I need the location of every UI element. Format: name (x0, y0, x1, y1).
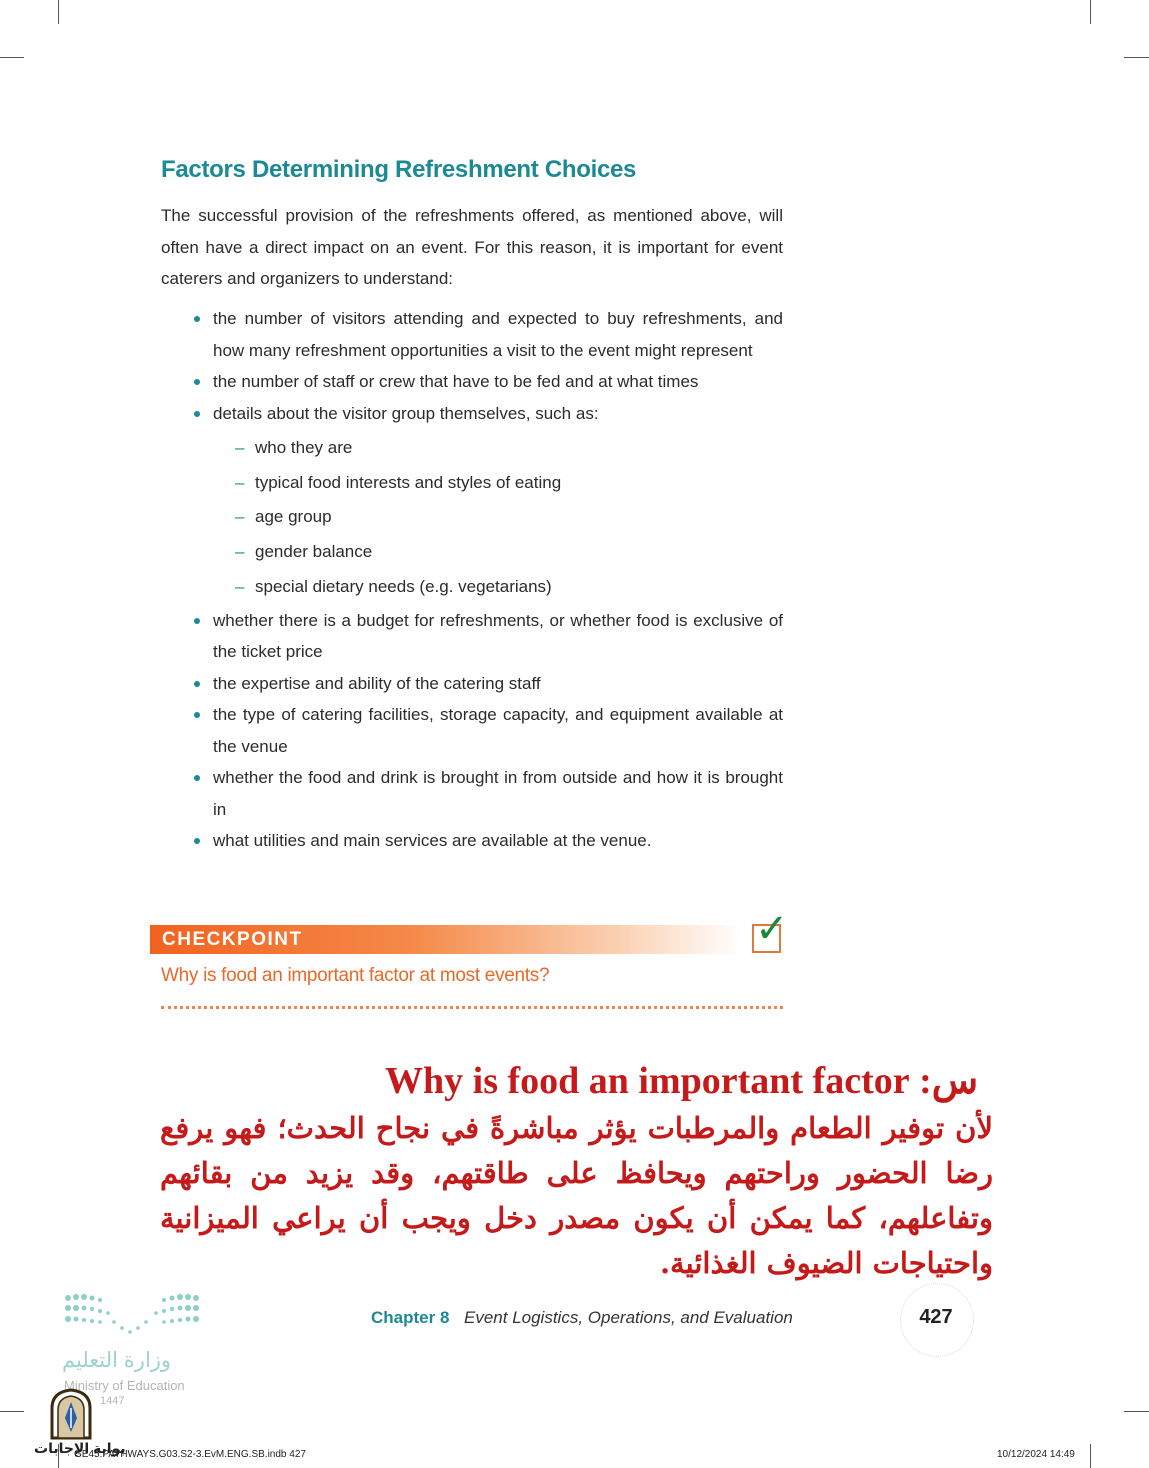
bullet-dot-icon (194, 379, 200, 385)
crop-mark (1090, 0, 1091, 24)
bullet-dot-icon (194, 838, 200, 844)
bullet-dot-icon (194, 775, 200, 781)
bullet-dot-icon (194, 411, 200, 417)
print-slug-file: GE45.PATHWAYS.G03.S2-3.EvM.ENG.SB.indb 427 (74, 1449, 306, 1460)
page-number: 427 (919, 1306, 953, 1328)
ministry-logo-icon (64, 1292, 200, 1338)
crop-mark (58, 0, 59, 24)
ministry-english-name: Ministry of Education (64, 1378, 185, 1393)
list-item: whether there is a budget for refreshments, or whether food is exclusive of the ticket price (161, 605, 783, 668)
answers-gateway-watermark: بوابة الإجابات (34, 1440, 126, 1456)
list-item: the number of visitors attending and expected to buy refreshments, and how many refreshment opportunities a visit to the event might represent (161, 303, 783, 366)
crop-mark (0, 57, 24, 58)
sub-list-item: – special dietary needs (e.g. vegetarians) (213, 570, 783, 605)
answers-gateway-logo-icon (48, 1388, 94, 1440)
ministry-arabic-name: وزارة التعليم (62, 1349, 172, 1372)
answer-line (161, 1006, 783, 1009)
sub-list-item: – who they are (213, 431, 783, 466)
answer-text: لأن توفير الطعام والمرطبات يؤثر مباشرةً في نجاح الحدث؛ فهو يرفع رضا الحضور وراحتهم ويحافظ على طاقتهم، وقد يزيد من بقائهم وتفاعلهم، كما يمكن أن يكون مصدر دخل ويجب أن يراعي الميزانية واحتياجات الضيوف الغذائية. (160, 1111, 993, 1280)
sub-list-item: – gender balance (213, 535, 783, 570)
list-item: the type of catering facilities, storage capacity, and equipment available at the venue (161, 699, 783, 762)
visitor-details-list (213, 431, 783, 605)
checkpoint-question: Why is food an important factor at most events? (161, 965, 550, 986)
dash-icon: – (235, 576, 245, 596)
list-item: whether the food and drink is brought in from outside and how it is brought in (161, 762, 783, 825)
section-heading: Factors Determining Refreshment Choices (161, 156, 637, 183)
list-item: what utilities and main services are available at the venue. (161, 825, 783, 857)
list-item: the expertise and ability of the catering staff (161, 668, 783, 700)
bullet-dot-icon (194, 618, 200, 624)
factor-list (161, 303, 783, 857)
list-item: details about the visitor group themselves, such as: – who they are – typical food interests and styles of eating – age group – gender balance – special dietary needs (e.g. vegetarians) (161, 398, 783, 605)
sub-list-item: – typical food interests and styles of eating (213, 466, 783, 501)
bullet-dot-icon (194, 712, 200, 718)
dash-icon: – (235, 542, 245, 562)
dash-icon: – (235, 507, 245, 527)
crop-mark (1090, 1444, 1091, 1468)
bullet-dot-icon (194, 681, 200, 687)
footer-chapter: Chapter 8 (371, 1308, 450, 1327)
bullet-dot-icon (194, 316, 200, 322)
dash-icon: – (235, 472, 245, 492)
crop-mark (1124, 57, 1149, 58)
checkpoint-title: CHECKPOINT (162, 929, 303, 950)
sub-list-item: – age group (213, 500, 783, 535)
footer-title: Event Logistics, Operations, and Evaluation (464, 1308, 793, 1327)
list-item: the number of staff or crew that have to be fed and at what times (161, 366, 783, 398)
print-slug-date: 10/12/2024 14:49 (997, 1449, 1075, 1460)
crop-mark (1124, 1411, 1149, 1412)
intro-paragraph: The successful provision of the refreshments offered, as mentioned above, will often have a direct impact on an event. For this reason, it is important for event caterers and organizers to understand: (161, 206, 783, 288)
checkmark-icon: ✓ (755, 907, 789, 951)
answer-question: س: Why is food an important factor (385, 1060, 979, 1102)
dash-icon: – (235, 438, 245, 457)
ministry-year: 1447 (100, 1395, 125, 1407)
crop-mark (0, 1411, 24, 1412)
